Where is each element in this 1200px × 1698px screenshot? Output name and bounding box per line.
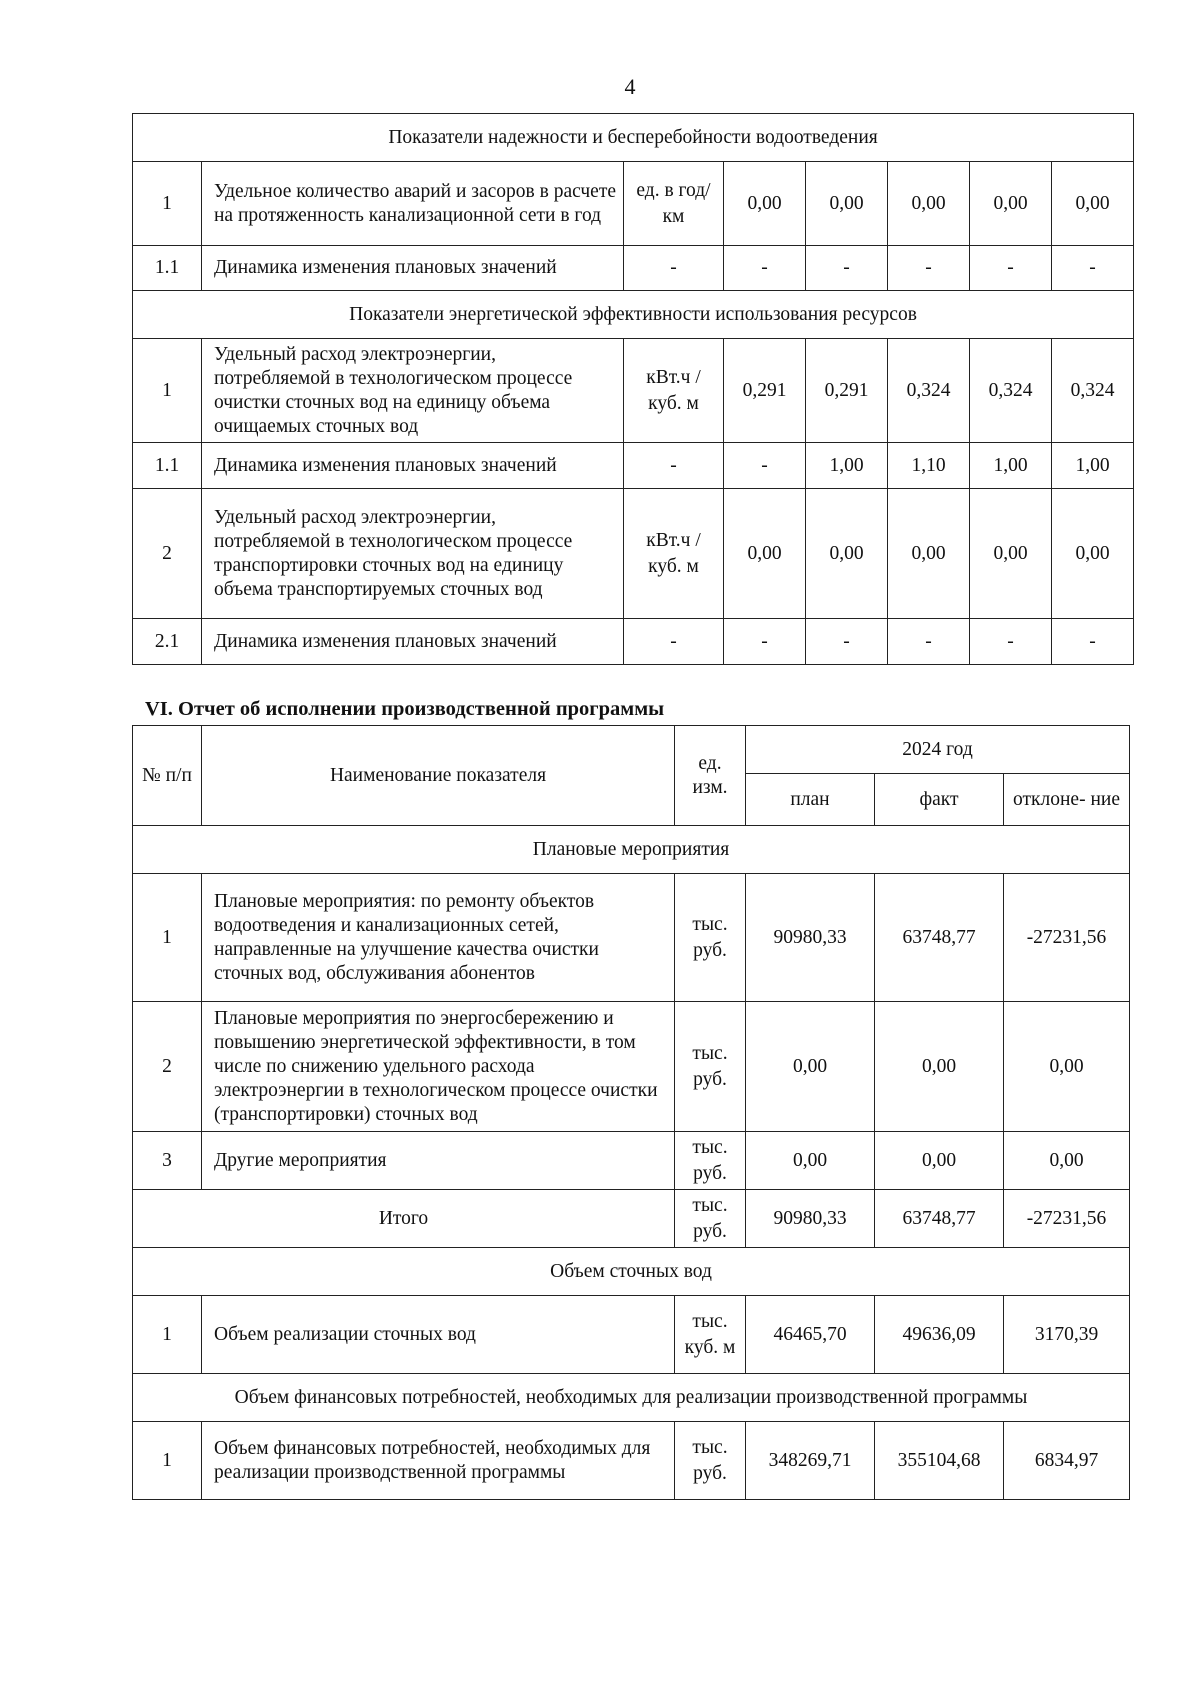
deviation-cell: 6834,97	[1004, 1422, 1130, 1500]
value-cell: 0,00	[970, 162, 1052, 246]
value-cell: 0,00	[806, 489, 888, 619]
page-number: 4	[624, 74, 636, 99]
table-row	[133, 443, 1134, 489]
unit-cell: -	[624, 619, 724, 665]
value-cell: 0,00	[1052, 162, 1134, 246]
unit-cell: тыс. куб. м	[675, 1296, 746, 1374]
value-cell: -	[724, 246, 806, 291]
indicators-table	[132, 113, 1134, 665]
value-cell: 0,324	[1052, 339, 1134, 443]
plan-cell: 0,00	[746, 1002, 875, 1132]
row-number: 1	[133, 1296, 202, 1374]
value-cell: 0,00	[724, 489, 806, 619]
plan-cell: 0,00	[746, 1132, 875, 1190]
table-row	[133, 246, 1134, 291]
value-cell: 0,00	[1052, 489, 1134, 619]
value-cell: 0,00	[888, 162, 970, 246]
value-cell: 0,324	[970, 339, 1052, 443]
indicator-name: Динамика изменения плановых значений	[202, 443, 624, 489]
value-cell: 0,324	[888, 339, 970, 443]
header-num: № п/п	[133, 726, 202, 826]
section-header-row	[133, 1374, 1130, 1422]
header-name: Наименование показателя	[202, 726, 675, 826]
value-cell: 1,00	[806, 443, 888, 489]
value-cell: -	[970, 619, 1052, 665]
table-row	[133, 1422, 1130, 1500]
table-row	[133, 1296, 1130, 1374]
header-deviation: отклоне- ние	[1004, 774, 1130, 826]
row-number: 2	[133, 489, 202, 619]
section-title: Показатели энергетической эффективности использования ресурсов	[133, 291, 1134, 339]
section-header-row	[133, 826, 1130, 874]
deviation-cell: 3170,39	[1004, 1296, 1130, 1374]
program-report-table	[132, 725, 1130, 1500]
value-cell: -	[806, 619, 888, 665]
value-cell: 0,291	[724, 339, 806, 443]
deviation-cell: 0,00	[1004, 1132, 1130, 1190]
section-header-row	[133, 1248, 1130, 1296]
table-row	[133, 874, 1130, 1002]
section-title: Объем финансовых потребностей, необходимых для реализации производственной программы	[133, 1374, 1130, 1422]
table-row	[133, 339, 1134, 443]
row-number: 1.1	[133, 443, 202, 489]
unit-cell: тыс. руб.	[675, 1132, 746, 1190]
value-cell: 0,00	[724, 162, 806, 246]
indicator-name: Удельное количество аварий и засоров в расчете на протяженность канализационной сети в год	[202, 162, 624, 246]
section-title: Показатели надежности и бесперебойности водоотведения	[133, 114, 1134, 162]
indicator-name: Удельный расход электроэнергии, потребляемой в технологическом процессе транспортировки сточных вод на единицу объема транспортируемых сточных вод	[202, 489, 624, 619]
plan-cell: 90980,33	[746, 1190, 875, 1248]
unit-cell: тыс. руб.	[675, 1422, 746, 1500]
table-row	[133, 162, 1134, 246]
value-cell: -	[724, 619, 806, 665]
row-number: 2.1	[133, 619, 202, 665]
table-row	[133, 489, 1134, 619]
table-row	[133, 1002, 1130, 1132]
indicator-name: Динамика изменения плановых значений	[202, 619, 624, 665]
value-cell: 0,00	[888, 489, 970, 619]
table-row	[133, 619, 1134, 665]
value-cell: -	[1052, 246, 1134, 291]
fact-cell: 63748,77	[875, 1190, 1004, 1248]
value-cell: 0,291	[806, 339, 888, 443]
unit-cell: -	[624, 246, 724, 291]
header-year: 2024 год	[746, 726, 1130, 774]
deviation-cell: -27231,56	[1004, 874, 1130, 1002]
section-heading: VI. Отчет об исполнении производственной программы	[145, 698, 665, 720]
header-unit: ед. изм.	[675, 726, 746, 826]
row-number: 2	[133, 1002, 202, 1132]
unit-cell: -	[624, 443, 724, 489]
header-fact: факт	[875, 774, 1004, 826]
plan-cell: 90980,33	[746, 874, 875, 1002]
value-cell: 1,00	[1052, 443, 1134, 489]
row-number: 3	[133, 1132, 202, 1190]
unit-cell: тыс. руб.	[675, 874, 746, 1002]
fact-cell: 49636,09	[875, 1296, 1004, 1374]
indicator-name: Динамика изменения плановых значений	[202, 246, 624, 291]
unit-cell: кВт.ч / куб. м	[624, 489, 724, 619]
indicator-name: Плановые мероприятия по энергосбережению и повышению энергетической эффективности, в том числе по снижению удельного расхода электроэнергии в технологическом процессе очистки (транспортировки) сточных вод	[202, 1002, 675, 1132]
deviation-cell: -27231,56	[1004, 1190, 1130, 1248]
value-cell: -	[1052, 619, 1134, 665]
indicator-name: Плановые мероприятия: по ремонту объектов водоотведения и канализационных сетей, направленные на улучшение качества очистки сточных вод, обслуживания абонентов	[202, 874, 675, 1002]
value-cell: 1,10	[888, 443, 970, 489]
unit-cell: тыс. руб.	[675, 1002, 746, 1132]
header-plan: план	[746, 774, 875, 826]
indicator-name: Удельный расход электроэнергии, потребляемой в технологическом процессе очистки сточных вод на единицу объема очищаемых сточных вод	[202, 339, 624, 443]
section-header-row	[133, 291, 1134, 339]
row-number: 1	[133, 162, 202, 246]
value-cell: -	[888, 246, 970, 291]
value-cell: -	[806, 246, 888, 291]
fact-cell: 0,00	[875, 1002, 1004, 1132]
indicator-name: Другие мероприятия	[202, 1132, 675, 1190]
value-cell: 0,00	[806, 162, 888, 246]
indicator-name: Объем реализации сточных вод	[202, 1296, 675, 1374]
indicator-name: Объем финансовых потребностей, необходимых для реализации производственной программы	[202, 1422, 675, 1500]
total-row	[133, 1190, 1130, 1248]
row-number: 1.1	[133, 246, 202, 291]
unit-cell: ед. в год/ км	[624, 162, 724, 246]
value-cell: 1,00	[970, 443, 1052, 489]
section-title: Объем сточных вод	[133, 1248, 1130, 1296]
row-number: 1	[133, 339, 202, 443]
plan-cell: 348269,71	[746, 1422, 875, 1500]
value-cell: 0,00	[970, 489, 1052, 619]
row-number: 1	[133, 1422, 202, 1500]
row-number: 1	[133, 874, 202, 1002]
value-cell: -	[970, 246, 1052, 291]
deviation-cell: 0,00	[1004, 1002, 1130, 1132]
section-title: Плановые мероприятия	[133, 826, 1130, 874]
total-label: Итого	[133, 1190, 675, 1248]
value-cell: -	[888, 619, 970, 665]
unit-cell: кВт.ч / куб. м	[624, 339, 724, 443]
fact-cell: 63748,77	[875, 874, 1004, 1002]
fact-cell: 355104,68	[875, 1422, 1004, 1500]
plan-cell: 46465,70	[746, 1296, 875, 1374]
fact-cell: 0,00	[875, 1132, 1004, 1190]
section-header-row	[133, 114, 1134, 162]
unit-cell: тыс. руб.	[675, 1190, 746, 1248]
table-row	[133, 1132, 1130, 1190]
header-row	[133, 726, 1130, 774]
value-cell: -	[724, 443, 806, 489]
